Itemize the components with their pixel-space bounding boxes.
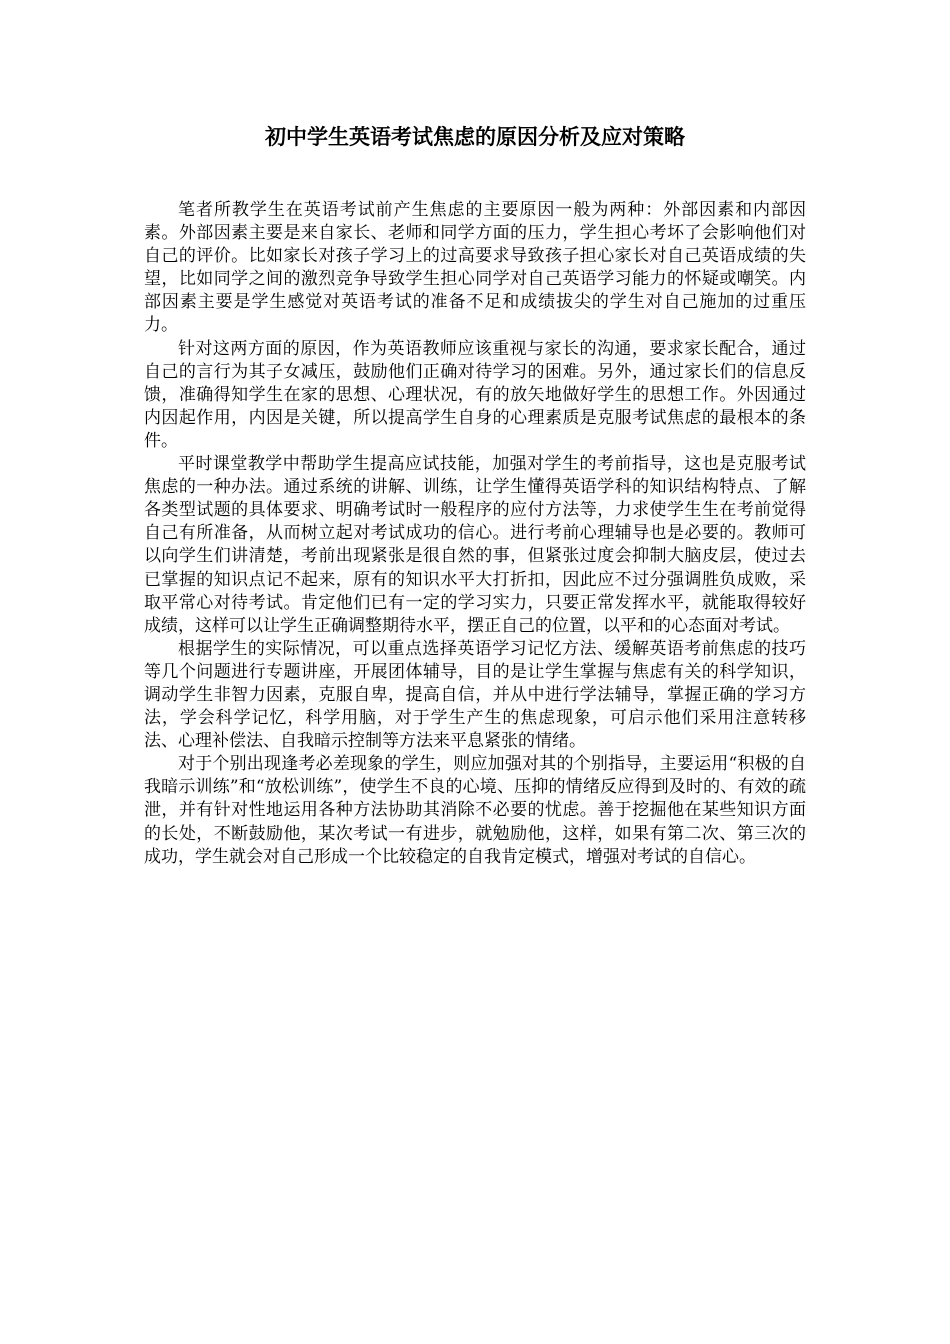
paragraph-5: 对于个别出现逢考必差现象的学生，则应加强对其的个别指导，主要运用“积极的自我暗示训练”和“放松训练”，使学生不良的心境、压抑的情绪反应得到及时的、有效的疏泄，并有针对性地运用各种方法协助其消除不必要的忧虑。善于挖掘他在某些知识方面的长处，不断鼓励他，某次考试一有进步，就勉励他，这样，如果有第二次、第三次的成功，学生就会对自己形成一个比较稳定的自我肯定模式，增强对考试的自信心。 — [144, 754, 806, 867]
paragraph-3: 平时课堂教学中帮助学生提高应试技能，加强对学生的考前指导，这也是克服考试焦虑的一种办法。通过系统的讲解、训练，让学生懂得英语学科的知识结构特点、了解各类型试题的具体要求、明确考试时一般程序的应付方法等，力求使学生生在考前觉得自己有所准备，从而树立起对考试成功的信心。进行考前心理辅导也是必要的。教师可以向学生们讲清楚，考前出现紧张是很自然的事，但紧张过度会抑制大脑皮层，使过去已掌握的知识点记不起来，原有的知识水平大打折扣，因此应不过分强调胜负成败，采取平常心对待考试。肯定他们已有一定的学习实力，只要正常发挥水平，就能取得较好成绩，这样可以让学生正确调整期待水平，摆正自己的位置，以平和的心态面对考试。 — [144, 454, 806, 636]
paragraph-1: 笔者所教学生在英语考试前产生焦虑的主要原因一般为两种：外部因素和内部因素。外部因素主要是来自家长、老师和同学方面的压力，学生担心考坏了会影响他们对自己的评价。比如家长对孩子学习上的过高要求导致孩子担心家长对自己英语成绩的失望，比如同学之间的激烈竞争导致学生担心同学对自己英语学习能力的怀疑或嘲笑。内部因素主要是学生感觉对英语考试的准备不足和成绩拔尖的学生对自己施加的过重压力。 — [144, 200, 806, 336]
paragraph-4: 根据学生的实际情况，可以重点选择英语学习记忆方法、缓解英语考前焦虑的技巧等几个问题进行专题讲座，开展团体辅导，目的是让学生掌握与焦虑有关的科学知识，调动学生非智力因素，克服自卑，提高自信，并从中进行学法辅导，掌握正确的学习方法，学会科学记忆，科学用脑，对于学生产生的焦虑现象，可启示他们采用注意转移法、心理补偿法、自我暗示控制等方法来平息紧张的情绪。 — [144, 638, 806, 752]
document-body — [144, 199, 806, 869]
paragraph-2: 针对这两方面的原因，作为英语教师应该重视与家长的沟通，要求家长配合，通过自己的言行为其子女减压，鼓励他们正确对待学习的困难。另外，通过家长们的信息反馈，准确得知学生在家的思想、心理状况，有的放矢地做好学生的思想工作。外因通过内因起作用，内因是关键，所以提高学生自身的心理素质是克服考试焦虑的最根本的条件。 — [144, 338, 806, 451]
document-title: 初中学生英语考试焦虑的原因分析及应对策略 — [265, 124, 685, 149]
